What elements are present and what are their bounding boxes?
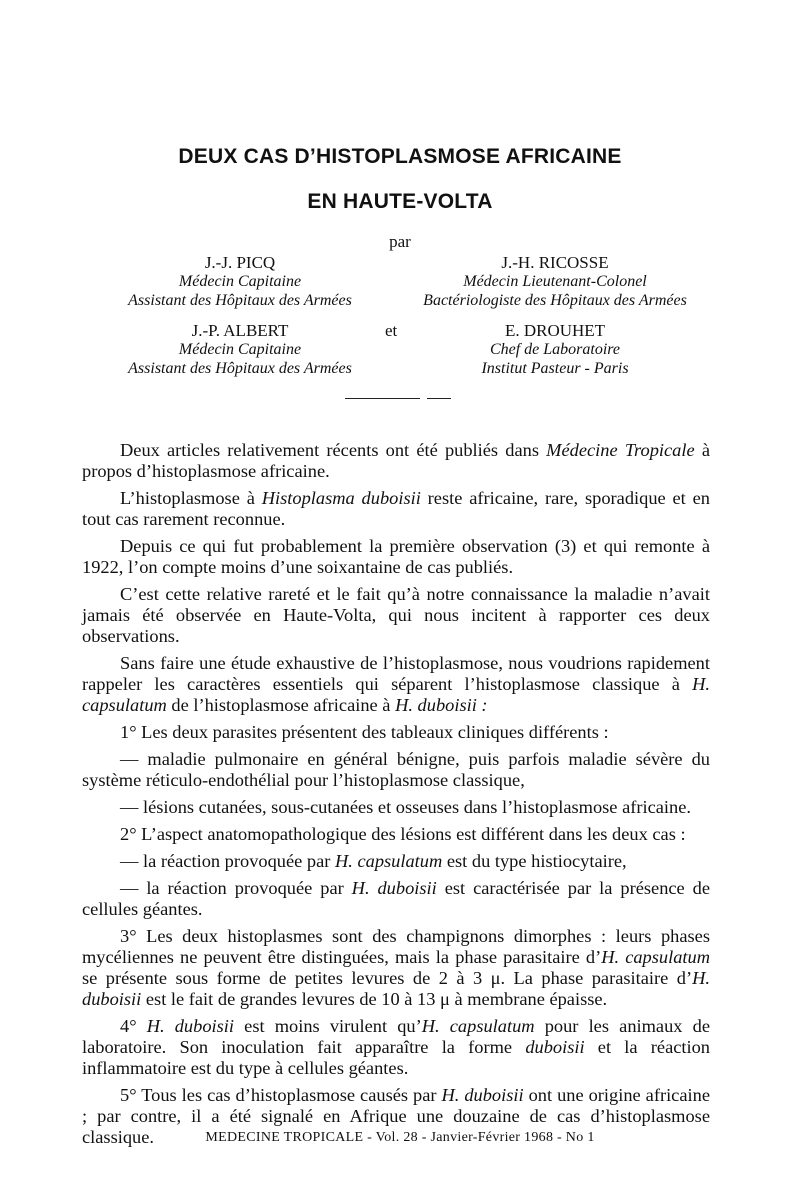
article-title-line2: EN HAUTE-VOLTA	[307, 190, 493, 213]
paragraph: 3° Les deux histoplasmes sont des champignons dimorphes : leurs phases mycéliennes ne peuvent être distinguées, mais la phase parasitaire d’H. capsulatum se présente sous forme de petites levures de 2 à 3 μ. La phase parasitaire d’H. duboisii est le fait de grandes levures de 10 à 13 μ à membrane épaisse.	[82, 926, 710, 1009]
author-role: Médecin Capitaine	[178, 273, 302, 290]
author-drouhet	[400, 321, 710, 378]
et-label: et	[385, 321, 398, 340]
author-name: J.-H. RICOSSE	[501, 253, 609, 272]
page-footer: MEDECINE TROPICALE - Vol. 28 - Janvier-Février 1968 - No 1	[205, 1130, 595, 1145]
paragraph: 2° L’aspect anatomopathologique des lésions est différent dans les deux cas :	[120, 824, 686, 844]
author-name: E. DROUHET	[504, 321, 606, 340]
author-name: J.-J. PICQ	[204, 253, 276, 272]
author-affiliation: Bactériologiste des Hôpitaux des Armées	[423, 292, 687, 309]
author-ricosse	[400, 253, 710, 310]
author-role: Médecin Capitaine	[178, 341, 302, 358]
paragraph: Depuis ce qui fut probablement la première observation (3) et qui remonte à 1922, l’on compte moins d’une soixantaine de cas publiés.	[82, 536, 710, 577]
paragraph: 4° H. duboisii est moins virulent qu’H. capsulatum pour les animaux de laboratoire. Son inoculation fait apparaître la forme duboisii et la réaction inflammatoire est du type à cellules géantes.	[82, 1016, 710, 1078]
paragraph: L’histoplasmose à Histoplasma duboisii reste africaine, rare, sporadique et en tout cas rarement reconnue.	[82, 488, 710, 529]
paragraph: 1° Les deux parasites présentent des tableaux cliniques différents :	[120, 722, 609, 742]
article-title-line1: DEUX CAS D’HISTOPLASMOSE AFRICAINE	[178, 145, 622, 168]
paragraph: 5° Tous les cas d’histoplasmose causés par H. duboisii ont une origine africaine ; par contre, il a été signalé en Afrique une douzaine de cas d’histoplasmose classique.	[82, 1085, 710, 1147]
par-label: par	[389, 232, 411, 251]
paragraph: — lésions cutanées, sous-cutanées et osseuses dans l’histoplasmose africaine.	[120, 797, 691, 817]
author-name: J.-P. ALBERT	[191, 321, 289, 340]
author-albert	[100, 321, 380, 378]
paragraph: Deux articles relativement récents ont été publiés dans Médecine Tropicale à propos d’histoplasmose africaine.	[82, 440, 711, 481]
paragraph: Sans faire une étude exhaustive de l’histoplasmose, nous voudrions rapidement rappeler les caractères essentiels qui séparent l’histoplasmose classique à H. capsulatum de l’histoplasmose africaine à H. duboisii :	[82, 653, 710, 715]
author-affiliation: Assistant des Hôpitaux des Armées	[128, 292, 352, 309]
paragraph: — la réaction provoquée par H. capsulatum est du type histiocytaire,	[120, 851, 627, 871]
author-role: Médecin Lieutenant-Colonel	[463, 273, 647, 290]
separator-rule	[345, 398, 420, 399]
author-affiliation: Assistant des Hôpitaux des Armées	[128, 360, 352, 377]
paragraph: — maladie pulmonaire en général bénigne, puis parfois maladie sévère du système réticulo-endothélial pour l’histoplasmose classique,	[82, 749, 710, 790]
paragraph: — la réaction provoquée par H. duboisii est caractérisée par la présence de cellules géantes.	[82, 878, 711, 919]
author-affiliation: Institut Pasteur - Paris	[481, 360, 629, 377]
paragraph: C’est cette relative rareté et le fait qu’à notre connaissance la maladie n’avait jamais été observée en Haute-Volta, qui nous incitent à rapporter ces deux observations.	[82, 584, 710, 646]
article-body	[82, 440, 710, 1154]
separator-rule-short	[427, 398, 451, 399]
author-picq	[100, 253, 380, 310]
author-role: Chef de Laboratoire	[489, 341, 621, 358]
